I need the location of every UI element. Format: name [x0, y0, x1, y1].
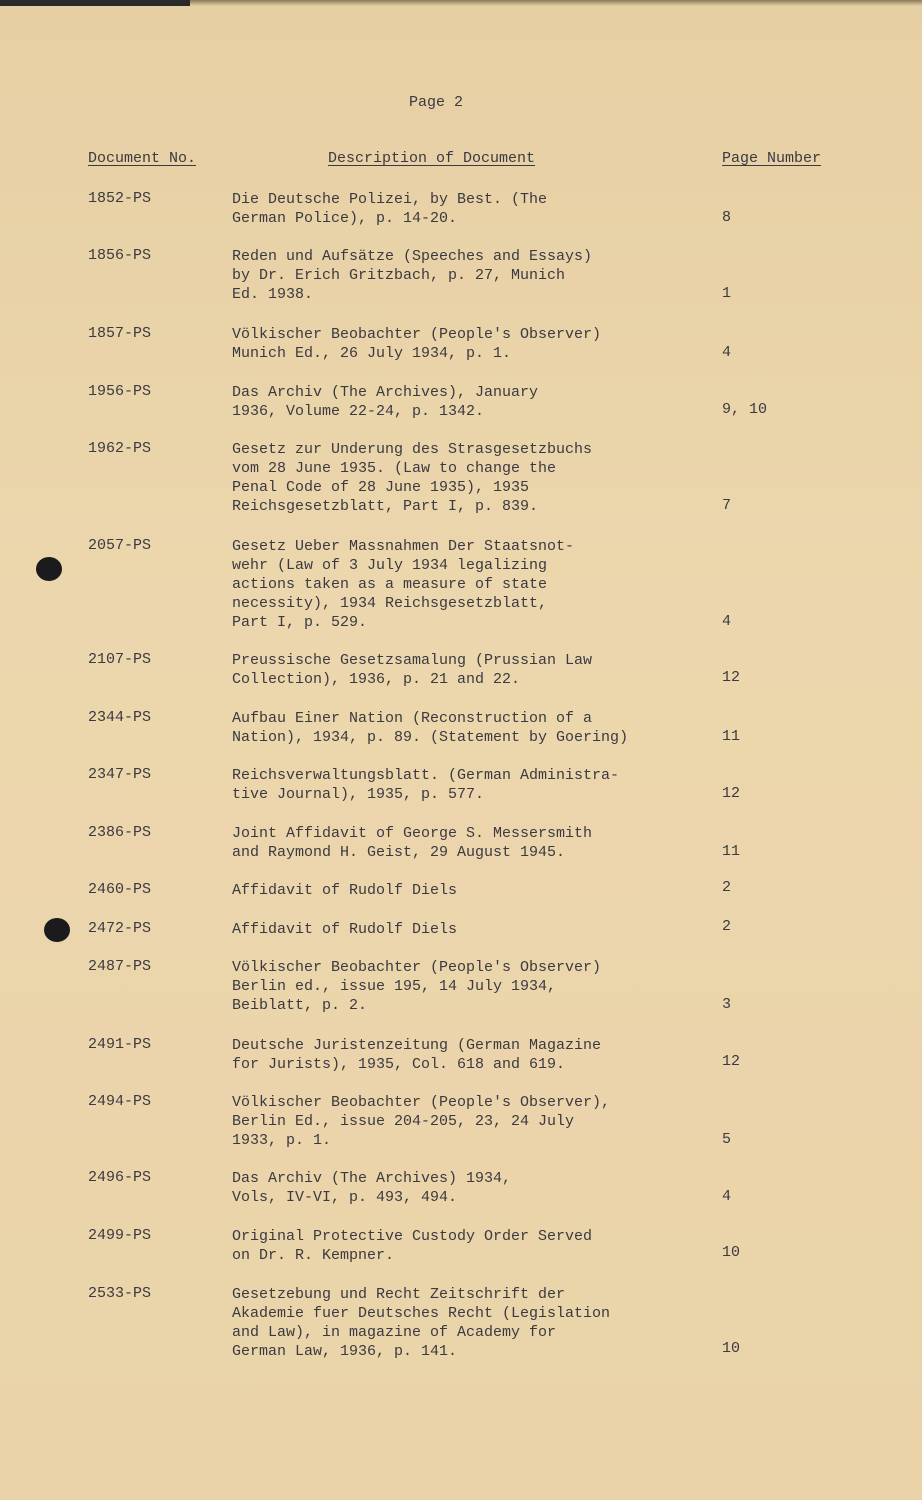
top-edge-mark — [0, 0, 190, 6]
document-number: 1956-PS — [88, 383, 152, 400]
page-number: 2 — [722, 918, 732, 935]
document-number: 2460-PS — [88, 881, 152, 898]
page-number: 4 — [722, 1188, 732, 1205]
punch-hole-upper — [36, 557, 62, 581]
header-document-no: Document No. — [88, 150, 197, 167]
document-description: Gesetz zur Underung des Strasgesetzbuchs vom 28 June 1935. (Law to change the Penal Code of 28 June 1935), 1935 Reichsgesetzblatt, Part I, p. 839. — [232, 441, 593, 515]
document-number: 2057-PS — [88, 537, 152, 554]
document-number: 1857-PS — [88, 325, 152, 342]
document-description: Gesetzebung und Recht Zeitschrift der Akademie fuer Deutsches Recht (Legislation and Law), in magazine of Academy for German Law, 1936, p. 141. — [232, 1286, 611, 1360]
document-description: Reichsverwaltungsblatt. (German Administra- tive Journal), 1935, p. 577. — [232, 767, 620, 803]
page-number: 12 — [722, 669, 741, 686]
page-number: 11 — [722, 728, 741, 745]
document-description: Original Protective Custody Order Served on Dr. R. Kempner. — [232, 1228, 593, 1264]
page-number: 8 — [722, 209, 732, 226]
punch-hole-lower — [44, 918, 70, 942]
document-description: Affidavit of Rudolf Diels — [232, 882, 458, 899]
page-number: 2 — [722, 879, 732, 896]
page-number: 12 — [722, 785, 741, 802]
page-number: 12 — [722, 1053, 741, 1070]
document-number: 2472-PS — [88, 920, 152, 937]
page-number: 4 — [722, 344, 732, 361]
page-number: 4 — [722, 613, 732, 630]
document-description: Das Archiv (The Archives) 1934, Vols, IV-VI, p. 493, 494. — [232, 1170, 512, 1206]
page-number: 11 — [722, 843, 741, 860]
page-number: 1 — [722, 285, 732, 302]
document-description: Deutsche Juristenzeitung (German Magazine for Jurists), 1935, Col. 618 and 619. — [232, 1037, 602, 1073]
page-number: 5 — [722, 1131, 732, 1148]
page-number: 3 — [722, 996, 732, 1013]
document-description: Die Deutsche Polizei, by Best. (The German Police), p. 14-20. — [232, 191, 548, 227]
document-number: 2347-PS — [88, 766, 152, 783]
page-number: 9, 10 — [722, 401, 768, 418]
document-number: 2533-PS — [88, 1285, 152, 1302]
document-number: 1962-PS — [88, 440, 152, 457]
document-description: Völkischer Beobachter (People's Observer) Munich Ed., 26 July 1934, p. 1. — [232, 326, 602, 362]
document-number: 2491-PS — [88, 1036, 152, 1053]
document-description: Gesetz Ueber Massnahmen Der Staatsnot- wehr (Law of 3 July 1934 legalizing actions taken as a measure of state necessity), 1934 Reichsgesetzblatt, Part I, p. 529. — [232, 538, 575, 631]
document-number: 1852-PS — [88, 190, 152, 207]
document-number: 2499-PS — [88, 1227, 152, 1244]
document-description: Völkischer Beobachter (People's Observer), Berlin Ed., issue 204-205, 23, 24 July 1933, p. 1. — [232, 1094, 611, 1149]
document-number: 1856-PS — [88, 247, 152, 264]
document-number: 2107-PS — [88, 651, 152, 668]
page-label: Page 2 — [408, 94, 463, 111]
header-description: Description of Document — [328, 150, 536, 167]
page-number: 7 — [722, 497, 732, 514]
document-description: Völkischer Beobachter (People's Observer) Berlin ed., issue 195, 14 July 1934, Beiblatt, p. 2. — [232, 959, 602, 1014]
header-page-number: Page Number — [722, 150, 822, 167]
document-description: Aufbau Einer Nation (Reconstruction of a Nation), 1934, p. 89. (Statement by Goering) — [232, 710, 629, 746]
page-number: 10 — [722, 1340, 741, 1357]
page-number: 10 — [722, 1244, 741, 1261]
document-number: 2386-PS — [88, 824, 152, 841]
document-description: Affidavit of Rudolf Diels — [232, 921, 458, 938]
document-number: 2494-PS — [88, 1093, 152, 1110]
document-description: Das Archiv (The Archives), January 1936, Volume 22-24, p. 1342. — [232, 384, 539, 420]
document-description: Reden und Aufsätze (Speeches and Essays) by Dr. Erich Gritzbach, p. 27, Munich Ed. 1938. — [232, 248, 593, 303]
document-description: Preussische Gesetzsamalung (Prussian Law Collection), 1936, p. 21 and 22. — [232, 652, 593, 688]
document-description: Joint Affidavit of George S. Messersmith and Raymond H. Geist, 29 August 1945. — [232, 825, 593, 861]
document-number: 2487-PS — [88, 958, 152, 975]
document-number: 2496-PS — [88, 1169, 152, 1186]
document-number: 2344-PS — [88, 709, 152, 726]
